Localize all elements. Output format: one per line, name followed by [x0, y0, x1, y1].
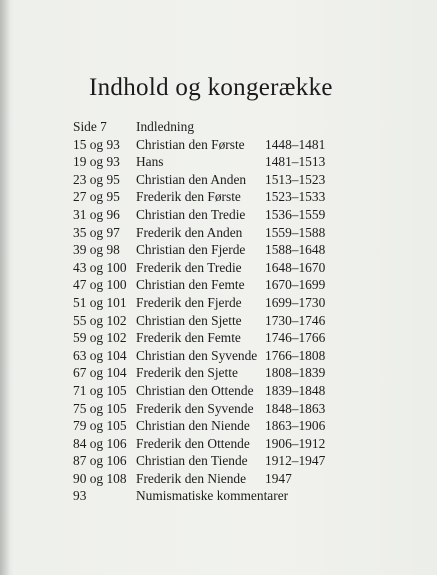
toc-page-ref: 79 og 105: [73, 418, 127, 434]
toc-entry: Frederik den Niende: [136, 470, 247, 486]
toc-entry: Frederik den Anden: [136, 224, 243, 240]
toc-entry: Numismatiske kommentarer: [136, 488, 289, 504]
toc-page-ref: Side 7: [73, 119, 107, 134]
toc-row: [73, 206, 373, 224]
toc-reign-years: 1863–1906: [265, 418, 326, 434]
toc-row: [73, 347, 373, 365]
toc-row: [73, 294, 373, 312]
toc-page-ref: 35 og 97: [73, 224, 120, 240]
toc-page-ref: 93: [73, 488, 87, 504]
toc-page-ref: 27 og 95: [73, 189, 120, 205]
page-edge-shadow: [0, 0, 10, 575]
toc-page-ref: 39 og 98: [73, 242, 120, 258]
toc-reign-years: 1906–1912: [265, 435, 326, 451]
toc-page-ref: 55 og 102: [73, 312, 127, 328]
toc-entry: Christian den Syvende: [136, 347, 258, 363]
toc-row: [73, 312, 373, 330]
toc-entry: Frederik den Syvende: [136, 400, 254, 416]
toc-entry: Hans: [136, 154, 164, 170]
toc-row: [73, 364, 373, 382]
toc-reign-years: 1513–1523: [265, 171, 326, 187]
toc-page-ref: 84 og 106: [73, 435, 127, 451]
toc-row: [73, 435, 373, 453]
toc-row: [73, 276, 373, 294]
toc-row: [73, 382, 373, 400]
toc-reign-years: 1912–1947: [265, 453, 326, 469]
toc-reign-years: 1648–1670: [265, 259, 326, 275]
toc-row: [73, 487, 373, 505]
toc-reign-years: 1523–1533: [265, 189, 326, 205]
toc-reign-years: 1839–1848: [265, 382, 326, 398]
toc-page-ref: 15 og 93: [73, 136, 120, 152]
toc-row: [73, 400, 373, 418]
toc-entry: Christian den Sjette: [136, 312, 242, 328]
toc-page-ref: 23 og 95: [73, 171, 120, 187]
toc-page-ref: 47 og 100: [73, 277, 127, 293]
toc-entry: Christian den Tiende: [136, 453, 248, 469]
toc-page-ref: 87 og 106: [73, 453, 127, 469]
toc-reign-years: 1699–1730: [265, 294, 326, 310]
toc-row: [73, 224, 373, 242]
toc-entry: Frederik den Første: [136, 189, 241, 205]
toc-reign-years: 1947: [265, 470, 292, 486]
toc-row: [73, 259, 373, 277]
toc-row: [73, 329, 373, 347]
toc-entry: Christian den Niende: [136, 418, 250, 434]
page-title: Indhold og kongerække: [89, 74, 333, 101]
toc-reign-years: 1746–1766: [265, 330, 326, 346]
toc-entry: Frederik den Ottende: [136, 435, 250, 451]
toc-reign-years: 1588–1648: [265, 242, 326, 258]
toc-entry: Christian den Første: [136, 136, 245, 152]
toc-entry: Frederik den Tredie: [136, 259, 242, 275]
toc-page-ref: 51 og 101: [73, 294, 127, 310]
toc-reign-years: 1670–1699: [265, 277, 326, 293]
toc-page-ref: 67 og 104: [73, 365, 127, 381]
toc-row: [73, 136, 373, 154]
toc-row: [73, 118, 373, 136]
toc-page-ref: 75 og 105: [73, 400, 127, 416]
toc-reign-years: 1766–1808: [265, 347, 326, 363]
toc-page-ref: 43 og 100: [73, 259, 127, 275]
toc-row: [73, 171, 373, 189]
toc-entry: Christian den Anden: [136, 171, 247, 187]
toc-page-ref: 71 og 105: [73, 382, 127, 398]
table-of-contents: [73, 118, 373, 505]
toc-entry: Frederik den Sjette: [136, 365, 238, 381]
toc-page-ref: 59 og 102: [73, 330, 127, 346]
toc-entry: Christian den Fjerde: [136, 242, 246, 258]
toc-reign-years: 1448–1481: [265, 136, 326, 152]
toc-reign-years: 1536–1559: [265, 206, 326, 222]
toc-row: [73, 241, 373, 259]
toc-entry: Frederik den Femte: [136, 330, 241, 346]
toc-reign-years: 1730–1746: [265, 312, 326, 328]
toc-row: [73, 188, 373, 206]
toc-entry: Christian den Femte: [136, 277, 245, 293]
toc-row: [73, 153, 373, 171]
toc-row: [73, 452, 373, 470]
toc-row: [73, 470, 373, 488]
toc-reign-years: 1559–1588: [265, 224, 326, 240]
toc-reign-years: 1848–1863: [265, 400, 326, 416]
toc-page-ref: 31 og 96: [73, 206, 120, 222]
toc-entry: Frederik den Fjerde: [136, 294, 242, 310]
toc-page-ref: 90 og 108: [73, 470, 127, 486]
toc-reign-years: 1481–1513: [265, 154, 326, 170]
toc-entry: Indledning: [136, 119, 195, 134]
toc-entry: Christian den Ottende: [136, 382, 254, 398]
toc-page-ref: 19 og 93: [73, 154, 120, 170]
toc-reign-years: 1808–1839: [265, 365, 326, 381]
toc-row: [73, 417, 373, 435]
toc-entry: Christian den Tredie: [136, 206, 246, 222]
toc-page-ref: 63 og 104: [73, 347, 127, 363]
